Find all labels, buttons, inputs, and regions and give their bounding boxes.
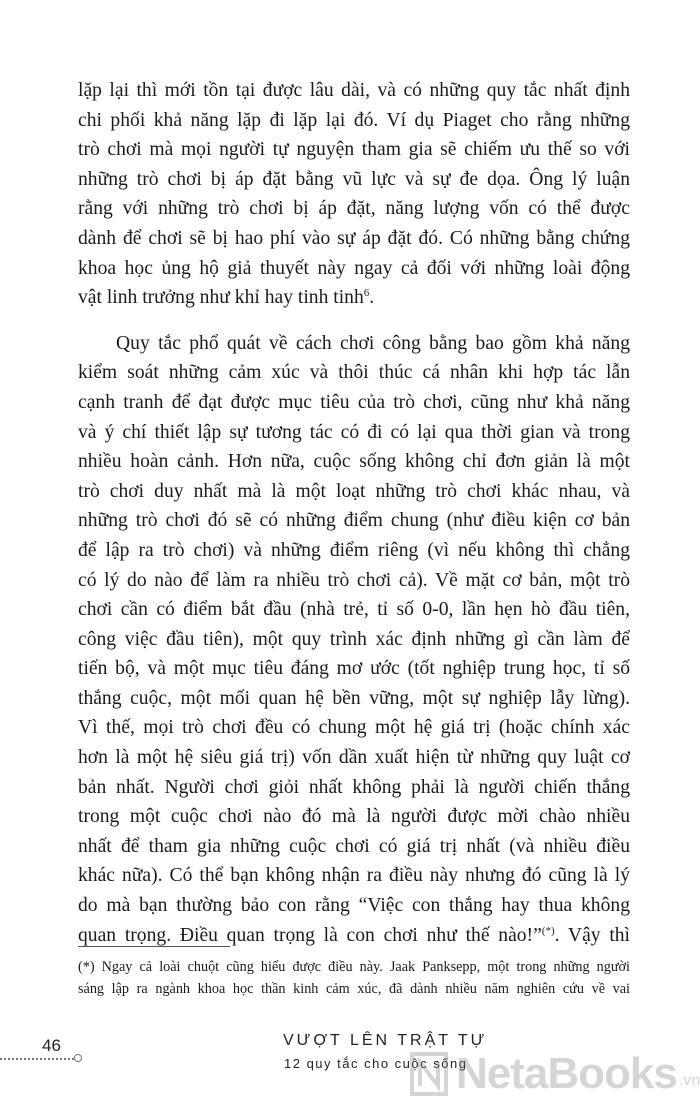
text-line: thắng cuộc, một mối quan hệ bền vững, một sự nghiệp lẫy lừng). [78, 687, 630, 709]
text-line: trò chơi duy nhất mà là một loạt những trò chơi khác nhau, và [78, 480, 630, 502]
footnote-divider [78, 946, 230, 947]
paragraph-gap [78, 313, 630, 329]
text-line: chơi cần có điểm bắt đầu (nhà trẻ, tỉ số 0-0, lần hẹn hò đầu tiên, [78, 599, 630, 621]
text-line-content: vật linh trưởng như khỉ hay tinh tinh [78, 287, 364, 309]
footnote-line: sáng lập ra ngành khoa học thần kinh cảm xúc, đã dành nhiều năm nghiên cứu về vai [78, 981, 630, 997]
text-line: trò chơi mà mọi người tự nguyện tham gia sẽ chiếm ưu thế so với [78, 139, 630, 161]
text-line: công việc đầu tiên), một quy trình xác định những gì cần làm để [78, 628, 630, 650]
footnote [78, 956, 630, 1000]
text-line: bản nhất. Người chơi giỏi nhất không phải là người chiến thắng [78, 776, 630, 798]
text-line: rằng với những trò chơi bị áp đặt, năng lượng vốn có thể được [78, 198, 630, 220]
text-line: và ý chí thiết lập sự tương tác có đi có lại qua thời gian và trong [78, 421, 630, 443]
text-line: những trò chơi đó sẽ có những điểm chung (như điều kiện cơ bản [78, 510, 630, 532]
punctuation: . [369, 287, 375, 309]
text-line: những trò chơi bị áp đặt bằng vũ lực và sự đe dọa. Ông lý luận [78, 168, 630, 190]
text-line: khoa học ủng hộ giả thuyết này ngay cả đối với những loài động [78, 257, 630, 279]
text-line: có lý do nào để làm ra nhiều trò chơi cả). Về mặt cơ bản, một trò [78, 569, 630, 591]
text-line-content: quan trọng. Điều quan trọng là con chơi như thế nào!” [78, 924, 542, 946]
footnote-reference: 6 [363, 287, 370, 300]
page-number: 46 [42, 1036, 61, 1055]
watermark-suffix: .vn [678, 1072, 700, 1089]
footer-rule-end-dot [74, 1054, 82, 1062]
watermark-text: NetaBooks [456, 1049, 677, 1098]
running-footer-title: VƯỢT LÊN TRẬT TỰ [283, 1032, 488, 1049]
text-line: Vì thế, mọi trò chơi đều có chung một hệ giá trị (hoặc chính xác [78, 717, 630, 739]
paragraph-2 [78, 329, 630, 950]
text-line: khác nữa). Có thể bạn không nhận ra điều này nhưng đó cũng là lý [78, 865, 630, 887]
text-line: do mà bạn thường bảo con rằng “Việc con thắng hay thua không [78, 895, 630, 917]
netabooks-logo-icon [408, 1050, 450, 1098]
text-line: Quy tắc phổ quát về cách chơi công bằng bao gồm khả năng [116, 332, 630, 354]
text-line: nhiều hoàn cảnh. Hơn nữa, cuộc sống không chỉ đơn giản là một [78, 451, 630, 473]
body-text [78, 76, 630, 950]
text-line: cạnh tranh để đạt được mục tiêu của trò chơi, cũng như khả năng [78, 391, 630, 413]
text-line: hơn là một hệ siêu giá trị) vốn dần xuất hiện từ những quy luật cơ [78, 747, 630, 769]
text-line: nhất để tham gia những cuộc chơi có giá trị nhất (và nhiều điều [78, 835, 630, 857]
text-line: kiểm soát những cảm xúc và thôi thúc cá nhân khi hợp tác lẫn [78, 362, 630, 384]
text-line-content: . Vậy thì [554, 924, 630, 946]
text-line: tiến bộ, và một mục tiêu đáng mơ ước (tốt nghiệp trung học, tỉ số [78, 658, 630, 680]
text-line: dành để chơi sẽ bị hao phí vào sự áp đặt đó. Có những bằng chứng [78, 227, 630, 249]
footnote-line: (*) Ngay cả loài chuột cũng hiểu được điều này. Jaak Panksepp, một trong những người [78, 959, 630, 975]
paragraph-1 [78, 76, 630, 313]
watermark [408, 1044, 700, 1104]
text-line: để lập ra trò chơi) và những điểm riêng (vì nếu không thì chẳng [78, 539, 630, 561]
text-line [78, 283, 630, 313]
text-line: chi phối khả năng lặp đi lặp lại đó. Ví dụ Piaget cho rằng những [78, 109, 630, 131]
running-footer-subtitle: 12 quy tắc cho cuộc sống [284, 1056, 468, 1071]
footer-dotted-rule [0, 1058, 74, 1060]
text-line: lặp lại thì mới tồn tại được lâu dài, và có những quy tắc nhất định [78, 80, 630, 101]
footnote-reference: (*) [541, 924, 555, 937]
text-line: trong một cuộc chơi nào đó mà là người được mời chào nhiều [78, 806, 630, 828]
